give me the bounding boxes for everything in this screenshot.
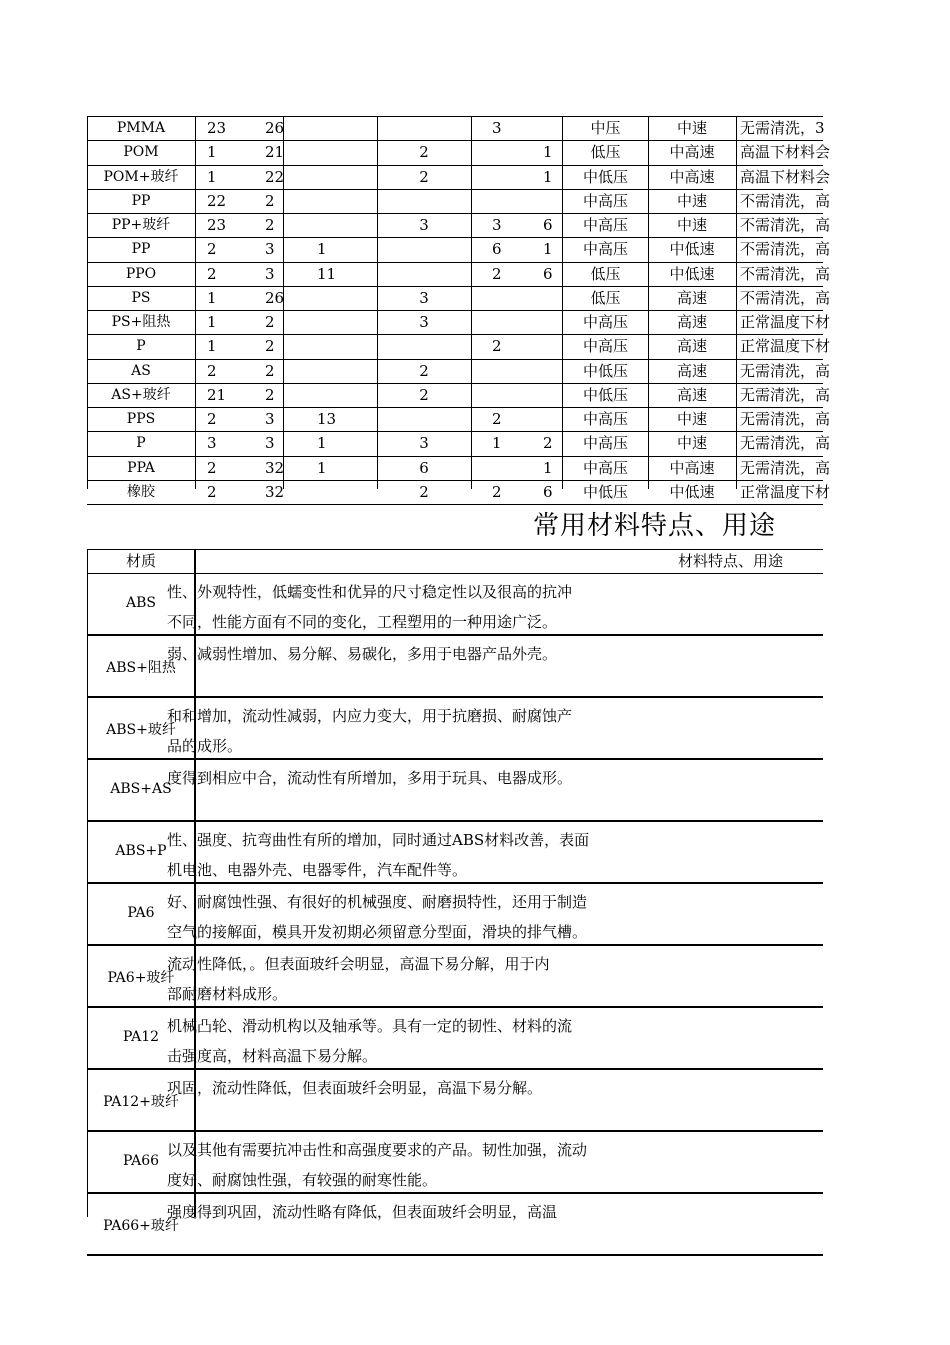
note-cell: 不需清洗，高 — [740, 216, 831, 234]
table-row — [87, 384, 831, 408]
pressure-cell: 中高压 — [582, 240, 628, 259]
value-a: 1 — [207, 313, 217, 331]
feature-text-2: 部耐磨材料成形。 — [167, 985, 288, 1003]
note-cell: 无需清洗，高 — [740, 458, 831, 477]
material-cell: AS — [131, 362, 151, 379]
value-a: 2 — [207, 458, 217, 477]
value-a: 1 — [207, 288, 217, 307]
value-a: 2 — [207, 240, 217, 259]
value-e: 2 — [492, 410, 502, 428]
table-row — [87, 1008, 823, 1070]
value-a: 2 — [207, 410, 217, 428]
material-cell: PPO — [125, 265, 157, 282]
value-d — [377, 238, 471, 261]
note-cell: 无需清洗，高 — [740, 434, 831, 453]
material-cell: ABS+阻热 — [106, 660, 176, 676]
table-row — [87, 481, 831, 505]
note-cell: 不需清洗，高 — [740, 240, 831, 259]
value-d — [377, 190, 471, 213]
table-row — [87, 822, 823, 884]
value-a: 1 — [207, 337, 217, 356]
speed-cell: 中速 — [676, 191, 707, 210]
value-d — [377, 335, 471, 358]
table-row — [87, 190, 831, 214]
value-d: 3 — [419, 288, 429, 307]
table-row — [87, 574, 823, 636]
table-row — [87, 116, 823, 141]
value-b: 2 — [265, 385, 275, 404]
value-f: 6 — [543, 264, 553, 283]
speed-cell: 高速 — [676, 361, 707, 380]
speed-cell: 中速 — [676, 434, 707, 453]
value-f: 6 — [543, 482, 553, 501]
value-c: 1 — [317, 240, 327, 259]
feature-text-2: 不同，性能方面有不同的变化，工程塑用的一种用途广泛。 — [167, 613, 558, 631]
pressure-cell: 中高压 — [582, 434, 628, 453]
value-b: 2 — [265, 337, 275, 356]
value-e: 6 — [492, 240, 502, 259]
value-f: 1 — [543, 167, 553, 186]
note-cell: 不需清洗，高 — [740, 191, 831, 210]
material-features-table — [87, 549, 823, 1234]
value-d: 3 — [419, 216, 429, 234]
pressure-cell: 低压 — [590, 288, 621, 307]
material-cell: P — [136, 338, 146, 355]
table-row — [87, 238, 831, 262]
value-f: 1 — [543, 240, 553, 259]
material-cell: PA6 — [127, 905, 155, 921]
material-cell: PA6+玻纤 — [107, 970, 175, 986]
note-cell: 正常温度下材 — [740, 337, 831, 356]
value-a: 3 — [207, 434, 217, 453]
table-row — [87, 698, 823, 760]
material-cell: ABS+玻纤 — [106, 722, 176, 738]
speed-cell: 高速 — [676, 385, 707, 404]
value-b: 3 — [265, 264, 275, 283]
pressure-cell: 中高压 — [582, 191, 628, 210]
note-cell: 高温下材料会 — [740, 143, 831, 162]
feature-text-1: 巩固，流动性降低，但表面玻纤会明显，高温下易分解。 — [167, 1079, 543, 1097]
value-d: 6 — [419, 458, 429, 477]
value-b: 32 — [265, 458, 285, 477]
value-d — [377, 408, 471, 431]
value-d: 2 — [419, 167, 429, 186]
material-cell: 橡胶 — [127, 483, 155, 500]
value-b: 26 — [265, 119, 285, 137]
material-cell: PP — [131, 192, 151, 209]
value-b: 26 — [265, 288, 285, 307]
material-cell: PS — [131, 289, 151, 306]
value-b: 2 — [265, 361, 275, 380]
value-b: 32 — [265, 482, 285, 501]
speed-cell: 中低速 — [669, 240, 715, 259]
value-d: 2 — [419, 385, 429, 404]
speed-cell: 中低速 — [669, 264, 715, 283]
table-row — [87, 311, 831, 335]
feature-text-1: 流动性降低，。但表面玻纤会明显，高温下易分解，用于内 — [167, 955, 550, 973]
material-cell: PMMA — [116, 120, 166, 136]
pressure-cell: 中高压 — [582, 313, 628, 331]
speed-cell: 高速 — [676, 288, 707, 307]
speed-cell: 高速 — [676, 337, 707, 356]
material-cell: PA12+玻纤 — [103, 1094, 179, 1110]
note-cell: 高温下材料会 — [740, 167, 831, 186]
material-cell: PA12 — [122, 1029, 160, 1045]
value-a: 2 — [207, 264, 217, 283]
note-cell: 正常温度下材 — [740, 482, 831, 501]
value-a: 1 — [207, 143, 217, 162]
table-row — [87, 946, 823, 1008]
header-features: 材料特点、用途 — [677, 552, 783, 570]
value-c: 13 — [317, 410, 337, 428]
speed-cell: 中速 — [676, 410, 707, 428]
value-d: 3 — [419, 313, 429, 331]
value-b: 2 — [265, 313, 275, 331]
speed-cell: 中高速 — [669, 167, 715, 186]
table-row — [87, 1070, 823, 1132]
value-a: 1 — [207, 167, 217, 186]
value-d — [377, 117, 471, 140]
material-cell: PPA — [127, 459, 155, 476]
value-a: 23 — [207, 119, 227, 137]
pressure-cell: 中低压 — [582, 482, 628, 501]
pressure-cell: 中高压 — [582, 458, 628, 477]
value-b: 3 — [265, 434, 275, 453]
table-row — [87, 884, 823, 946]
speed-cell: 中速 — [676, 216, 707, 234]
value-b: 2 — [265, 191, 275, 210]
note-cell: 无需清洗，3 — [740, 119, 825, 137]
value-b: 2 — [265, 216, 275, 234]
value-e: 1 — [492, 434, 502, 453]
feature-text-2: 机电池、电器外壳、电器零件，汽车配件等。 — [167, 861, 468, 879]
value-e: 2 — [492, 337, 502, 356]
value-a: 21 — [207, 385, 227, 404]
table-row — [87, 141, 831, 165]
value-b: 22 — [265, 167, 285, 186]
feature-text-1: 弱、减弱性增加、易分解、易碳化，多用于电器产品外壳。 — [167, 645, 558, 663]
value-f: 6 — [543, 216, 553, 234]
pressure-cell: 中高压 — [582, 337, 628, 356]
material-cell: ABS+AS — [110, 781, 172, 797]
value-b: 3 — [265, 410, 275, 428]
feature-text-2: 度好、耐腐蚀性强，有较强的耐寒性能。 — [167, 1171, 438, 1189]
table-row — [87, 1194, 823, 1256]
speed-cell: 中速 — [676, 119, 707, 137]
injection-parameter-table — [87, 116, 831, 505]
speed-cell: 高速 — [676, 313, 707, 331]
material-cell: POM+玻纤 — [103, 168, 179, 185]
table-row — [87, 408, 831, 432]
pressure-cell: 低压 — [590, 143, 621, 162]
pressure-cell: 中低压 — [582, 385, 628, 404]
value-d: 2 — [419, 361, 429, 380]
note-cell: 不需清洗，高 — [740, 288, 831, 307]
value-a: 22 — [207, 191, 227, 210]
note-cell: 正常温度下材 — [740, 313, 831, 331]
material-cell: AS+玻纤 — [111, 386, 171, 403]
section-title: 常用材料特点、用途 — [533, 511, 777, 541]
value-d: 2 — [419, 482, 429, 501]
value-f: 1 — [543, 458, 553, 477]
value-e: 2 — [492, 482, 502, 501]
value-b: 21 — [265, 143, 285, 162]
note-cell: 不需清洗，高 — [740, 264, 831, 283]
feature-text-1: 以及其他有需要抗冲击性和高强度要求的产品。韧性加强，流动 — [167, 1141, 588, 1159]
features-table-header — [87, 549, 823, 574]
value-a: 2 — [207, 482, 217, 501]
feature-text-1: 和和增加，流动性减弱，内应力变大，用于抗磨损、耐腐蚀产 — [167, 707, 573, 725]
pressure-cell: 中压 — [590, 119, 621, 137]
note-cell: 无需清洗，高 — [740, 385, 831, 404]
pressure-cell: 中低压 — [582, 167, 628, 186]
feature-text-2: 品的成形。 — [167, 737, 243, 755]
value-a: 23 — [207, 216, 227, 234]
value-b: 3 — [265, 240, 275, 259]
material-cell: PA66+玻纤 — [103, 1218, 179, 1234]
value-e: 3 — [492, 119, 502, 137]
feature-text-1: 性、强度、抗弯曲性有所的增加，同时通过ABS材料改善，表面 — [167, 831, 590, 849]
header-material: 材质 — [125, 552, 156, 570]
table-row — [87, 335, 831, 359]
value-c: 11 — [317, 264, 337, 283]
value-c: 1 — [317, 458, 327, 477]
feature-text-1: 机械凸轮、滑动机构以及轴承等。具有一定的韧性、材料的流 — [167, 1017, 573, 1035]
material-cell: PS+阻热 — [111, 314, 171, 330]
pressure-cell: 中高压 — [582, 216, 628, 234]
value-d — [377, 263, 471, 286]
value-f: 2 — [543, 434, 553, 453]
table-row — [87, 457, 831, 481]
pressure-cell: 低压 — [590, 264, 621, 283]
material-cell: PP — [131, 241, 151, 258]
table-row — [87, 760, 823, 822]
feature-text-1: 性、外观特性，低蠕变性和优异的尺寸稳定性以及很高的抗冲 — [167, 583, 573, 601]
table-row — [87, 263, 831, 287]
value-d: 2 — [419, 143, 429, 162]
value-d: 3 — [419, 434, 429, 453]
value-e: 3 — [492, 216, 502, 234]
value-f: 1 — [543, 143, 553, 162]
feature-text-1: 强度得到巩固，流动性略有降低，但表面玻纤会明显，高温 — [167, 1203, 558, 1221]
note-cell: 无需清洗，高 — [740, 410, 831, 428]
value-e: 2 — [492, 264, 502, 283]
feature-text-2: 击强度高，材料高温下易分解。 — [167, 1047, 378, 1065]
pressure-cell: 中高压 — [582, 410, 628, 428]
material-cell: PP+玻纤 — [111, 217, 171, 233]
value-c: 1 — [317, 434, 327, 453]
material-cell: P — [136, 435, 146, 452]
material-cell: ABS+P — [115, 843, 167, 859]
table-row — [87, 287, 831, 311]
material-cell: ABS — [126, 595, 156, 611]
feature-text-1: 度得到相应中合，流动性有所增加，多用于玩具、电器成形。 — [167, 769, 573, 787]
material-cell: POM — [123, 144, 159, 161]
material-cell: PPS — [126, 411, 156, 427]
table-row — [87, 432, 831, 456]
pressure-cell: 中低压 — [582, 361, 628, 380]
speed-cell: 中高速 — [669, 143, 715, 162]
note-cell: 无需清洗，高 — [740, 361, 831, 380]
table-row — [87, 1132, 823, 1194]
table-row — [87, 166, 831, 190]
feature-text-2: 空气的接解面，模具开发初期必须留意分型面，滑块的排气槽。 — [167, 923, 588, 941]
table-row — [87, 214, 831, 238]
table-row — [87, 360, 831, 384]
material-cell: PA66 — [122, 1153, 160, 1169]
speed-cell: 中高速 — [669, 458, 715, 477]
speed-cell: 中低速 — [669, 482, 715, 501]
value-a: 2 — [207, 361, 217, 380]
table-row — [87, 636, 823, 698]
feature-text-1: 好、耐腐蚀性强、有很好的机械强度、耐磨损特性，还用于制造 — [167, 893, 588, 911]
